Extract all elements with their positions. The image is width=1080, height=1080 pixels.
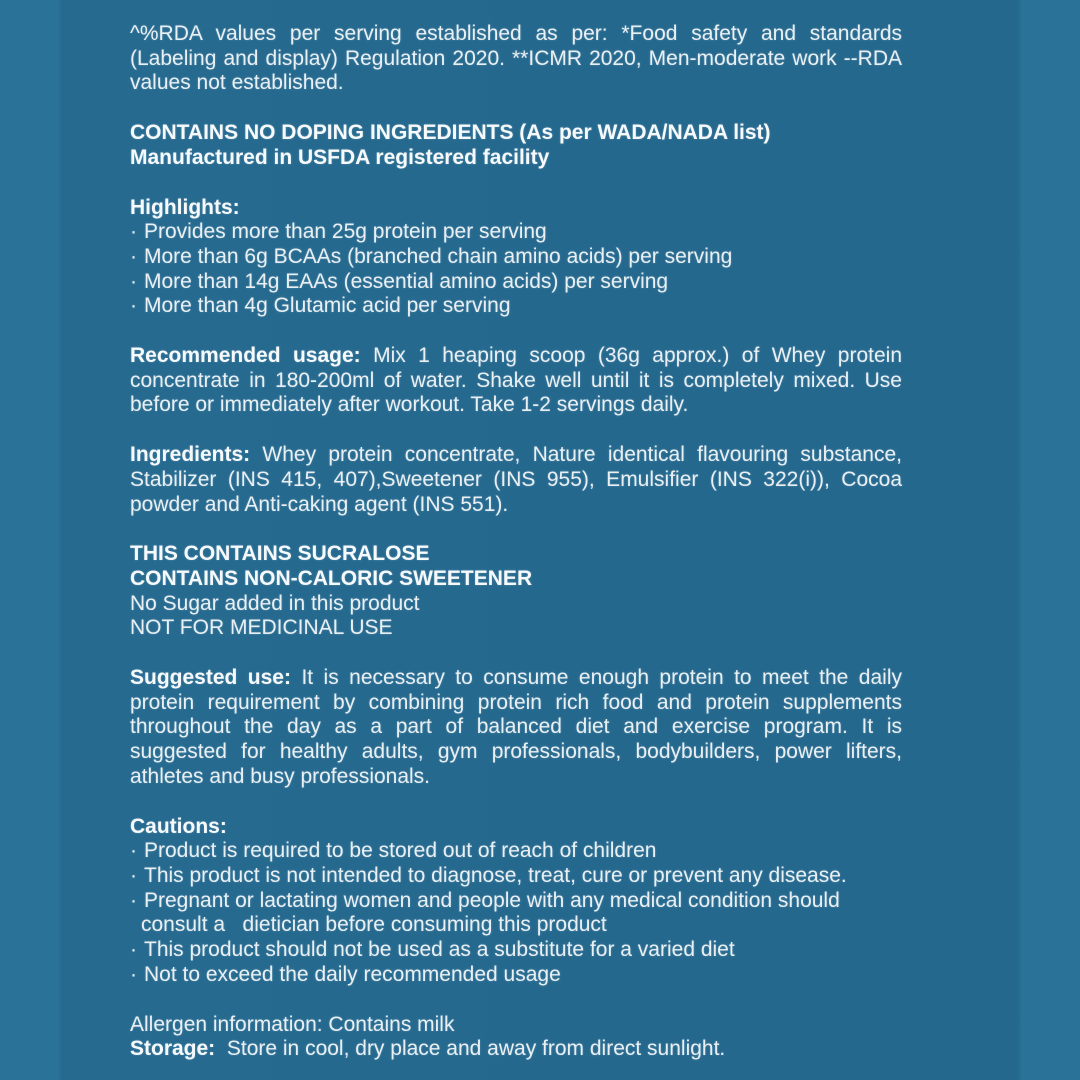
caution-item-text: Not to exceed the daily recommended usage bbox=[144, 962, 561, 986]
storage-heading: Storage: bbox=[130, 1037, 216, 1061]
highlights-heading: Highlights: bbox=[130, 195, 240, 219]
bullet-dot: · bbox=[130, 294, 137, 318]
bullet-dot: · bbox=[130, 220, 137, 244]
caution-item bbox=[130, 938, 902, 963]
bullet-dot: · bbox=[130, 938, 137, 962]
doping-statement bbox=[130, 121, 902, 170]
bullet-dot: · bbox=[130, 962, 137, 986]
non-caloric-sweetener-line: CONTAINS NON-CALORIC SWEETENER bbox=[130, 566, 533, 590]
allergen-storage-section bbox=[130, 1013, 902, 1062]
caution-item bbox=[130, 839, 902, 864]
caution-item-continuation bbox=[130, 913, 902, 938]
suggested-use-heading: Suggested use: bbox=[130, 666, 291, 690]
doping-line-2: Manufactured in USFDA registered facility bbox=[130, 145, 550, 169]
cautions-heading: Cautions: bbox=[130, 814, 227, 838]
recommended-usage-heading: Recommended usage: bbox=[130, 344, 361, 368]
no-sugar-line: No Sugar added in this product bbox=[130, 591, 420, 615]
caution-item-text: This product is not intended to diagnose, treat, cure or prevent any disease. bbox=[144, 863, 847, 887]
caution-item bbox=[130, 864, 902, 889]
caution-item-text: Pregnant or lactating women and people with any medical condition should bbox=[144, 888, 840, 912]
highlight-item bbox=[130, 220, 902, 245]
caution-item bbox=[130, 963, 902, 988]
doping-line-1: CONTAINS NO DOPING INGREDIENTS (As per WADA/NADA list) bbox=[130, 121, 771, 145]
highlights-section bbox=[130, 196, 902, 320]
sucralose-line: THIS CONTAINS SUCRALOSE bbox=[130, 542, 430, 566]
suggested-use-text: It is necessary to consume enough protein to meet the daily protein requirement by combining protein rich food and protein supplements throughout the day as a part of balanced diet and exercise program. It is suggested for healthy adults, gym professionals, bodybuilders, power lifters, athletes and busy professionals. bbox=[130, 666, 902, 788]
ingredients-heading: Ingredients: bbox=[130, 443, 251, 467]
rda-note-paragraph bbox=[130, 22, 902, 96]
storage-line bbox=[130, 1037, 902, 1062]
storage-text: Store in cool, dry place and away from direct sunlight. bbox=[226, 1037, 726, 1061]
highlight-item-text: More than 6g BCAAs (branched chain amino acids) per serving bbox=[144, 244, 733, 268]
bullet-dot: · bbox=[130, 244, 137, 268]
suggested-use-paragraph bbox=[130, 666, 902, 790]
recommended-usage-paragraph bbox=[130, 344, 902, 418]
caution-item-text: consult a dietician before consuming this product bbox=[141, 913, 607, 937]
highlight-item-text: More than 14g EAAs (essential amino acids) per serving bbox=[144, 269, 669, 293]
ingredients-paragraph bbox=[130, 443, 902, 517]
allergen-info-line: Allergen information: Contains milk bbox=[130, 1012, 455, 1036]
sweetener-notice bbox=[130, 542, 902, 641]
bullet-dot: · bbox=[130, 888, 137, 912]
bullet-dot: · bbox=[130, 863, 137, 887]
ingredients-text: Whey protein concentrate, Nature identical flavouring substance, Stabilizer (INS 415, 407),Sweetener (INS 955), Emulsifier (INS 322(i)), Cocoa powder and Anti-caking agent (INS 551). bbox=[130, 443, 902, 516]
highlight-item bbox=[130, 294, 902, 319]
label-text-column bbox=[130, 22, 902, 1080]
highlight-item bbox=[130, 245, 902, 270]
not-medicinal-line: NOT FOR MEDICINAL USE bbox=[130, 616, 393, 640]
bullet-dot: · bbox=[130, 839, 137, 863]
caution-item-text: Product is required to be stored out of reach of children bbox=[144, 839, 657, 863]
bullet-dot: · bbox=[130, 269, 137, 293]
recommended-usage-text: Mix 1 heaping scoop (36g approx.) of Whey protein concentrate in 180-200ml of water. Shake well until it is completely mixed. Use before or immediately after workout. Take 1-2 servings daily. bbox=[130, 344, 903, 417]
caution-item bbox=[130, 889, 902, 914]
rda-note-text: ^%RDA values per serving established as per: *Food safety and standards (Labeling and display) Regulation 2020. **ICMR 2020, Men-moderate work --RDA values not established. bbox=[130, 22, 902, 95]
highlight-item-text: More than 4g Glutamic acid per serving bbox=[144, 294, 511, 318]
highlight-item bbox=[130, 270, 902, 295]
caution-item-text: This product should not be used as a substitute for a varied diet bbox=[144, 938, 735, 962]
highlight-item-text: Provides more than 25g protein per serving bbox=[144, 220, 547, 244]
cautions-section bbox=[130, 815, 902, 988]
